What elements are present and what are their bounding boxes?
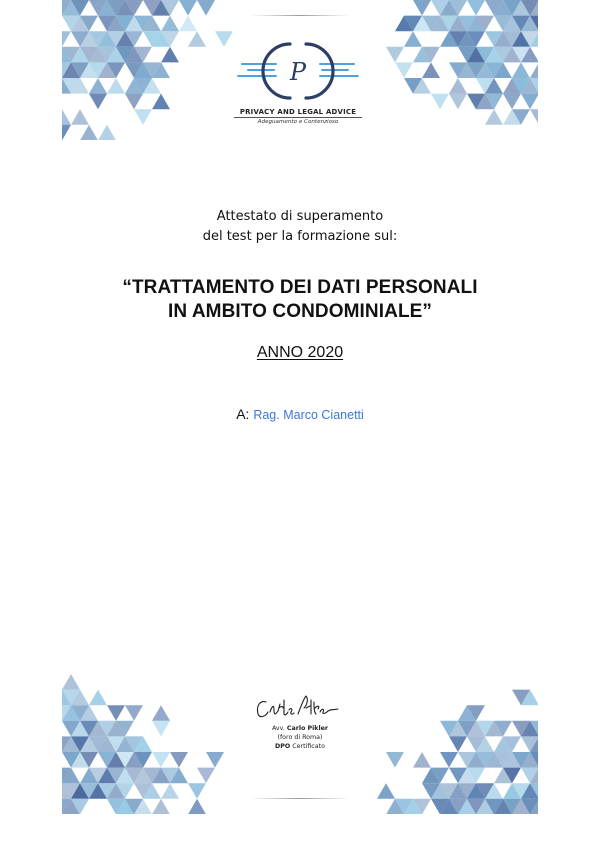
triangle-mosaic-icon bbox=[62, 674, 232, 814]
triangle-pattern-bottom-left bbox=[62, 674, 232, 814]
signer-role-rest: Certificato bbox=[292, 743, 325, 750]
recipient-name: Rag. Marco Cianetti bbox=[253, 408, 364, 422]
pattern-triangle bbox=[152, 799, 170, 814]
logo-underline bbox=[234, 117, 362, 118]
pattern-triangle bbox=[431, 94, 449, 110]
pattern-triangle bbox=[152, 752, 170, 768]
pattern-triangle bbox=[521, 94, 538, 110]
pattern-triangle bbox=[188, 783, 206, 799]
year-heading bbox=[200, 344, 400, 362]
signer-role-bold: DPO bbox=[275, 743, 291, 750]
pattern-triangle bbox=[89, 690, 107, 706]
pattern-triangle bbox=[449, 78, 467, 94]
year-text: ANNO 2020 bbox=[256, 344, 344, 361]
pattern-triangle bbox=[170, 752, 188, 768]
pattern-triangle bbox=[161, 783, 179, 799]
pattern-triangle bbox=[449, 736, 467, 752]
pattern-triangle bbox=[413, 0, 431, 16]
signer-role bbox=[250, 742, 350, 751]
pattern-triangle bbox=[161, 47, 179, 63]
pattern-triangle bbox=[89, 94, 107, 110]
pattern-triangle bbox=[179, 16, 197, 32]
pattern-triangle bbox=[440, 752, 458, 768]
pattern-triangle bbox=[62, 674, 80, 690]
intro-line-1: Attestato di superamento bbox=[216, 209, 384, 224]
pattern-triangle bbox=[152, 705, 170, 721]
pattern-triangle bbox=[386, 47, 404, 63]
pattern-triangle bbox=[467, 0, 485, 16]
triangle-pattern-top-right bbox=[368, 0, 538, 140]
pattern-triangle bbox=[377, 783, 395, 799]
signer-full-name: Carlo Pikler bbox=[286, 725, 329, 732]
recipient-line bbox=[150, 406, 450, 422]
logo-company-name: PRIVACY AND LEGAL ADVICE bbox=[239, 108, 357, 116]
pattern-triangle bbox=[530, 62, 538, 78]
bottom-divider bbox=[250, 798, 350, 799]
pattern-triangle bbox=[386, 752, 404, 768]
pattern-triangle bbox=[422, 62, 440, 78]
pattern-triangle bbox=[62, 31, 71, 47]
pattern-triangle bbox=[188, 31, 206, 47]
triangle-mosaic-icon bbox=[368, 674, 538, 814]
pattern-triangle bbox=[197, 768, 215, 784]
pattern-triangle bbox=[485, 109, 503, 125]
pattern-triangle bbox=[152, 721, 170, 737]
pattern-triangle bbox=[188, 799, 206, 814]
top-divider bbox=[250, 15, 350, 16]
pattern-triangle bbox=[179, 0, 197, 16]
triangle-mosaic-icon bbox=[62, 0, 232, 140]
recipient-label: A: bbox=[236, 406, 250, 422]
pattern-triangle bbox=[197, 0, 215, 16]
pattern-triangle bbox=[404, 31, 422, 47]
pattern-triangle bbox=[125, 94, 143, 110]
pattern-triangle bbox=[206, 752, 224, 768]
pattern-triangle bbox=[152, 94, 170, 110]
signer-name bbox=[250, 724, 350, 733]
signer-prefix: Avv. bbox=[271, 725, 285, 732]
intro-line-2: del test per la formazione sul: bbox=[202, 229, 398, 244]
pattern-triangle bbox=[71, 109, 89, 125]
pattern-triangle bbox=[98, 125, 116, 140]
company-logo bbox=[228, 38, 368, 130]
triangle-mosaic-icon bbox=[368, 0, 538, 140]
pattern-triangle bbox=[107, 78, 125, 94]
pattern-triangle bbox=[62, 125, 71, 140]
pattern-triangle bbox=[80, 125, 98, 140]
pattern-triangle bbox=[125, 705, 143, 721]
pattern-triangle bbox=[134, 109, 152, 125]
pattern-triangle bbox=[395, 62, 413, 78]
pattern-triangle bbox=[62, 109, 71, 125]
pattern-triangle bbox=[449, 94, 467, 110]
pattern-triangle bbox=[107, 705, 125, 721]
pattern-triangle bbox=[512, 62, 530, 78]
course-title-line-2: IN AMBITO CONDOMINIALE” bbox=[167, 301, 433, 322]
handwritten-signature-icon bbox=[248, 692, 352, 722]
pattern-triangle bbox=[503, 94, 521, 110]
pattern-triangle bbox=[413, 752, 431, 768]
pattern-triangle bbox=[89, 78, 107, 94]
logo-tagline: Adeguamento e Contenzioso bbox=[257, 119, 339, 125]
svg-text:P: P bbox=[289, 58, 307, 86]
pattern-triangle bbox=[161, 16, 179, 32]
signer-court: (foro di Roma) bbox=[277, 734, 323, 741]
triangle-pattern-bottom-right bbox=[368, 674, 538, 814]
pattern-triangle bbox=[530, 109, 538, 125]
triangle-pattern-top-left bbox=[62, 0, 232, 140]
course-title-line-1: “TRATTAMENTO DEI DATI PERSONALI bbox=[122, 277, 478, 298]
p-monogram-logo-icon bbox=[228, 38, 368, 106]
